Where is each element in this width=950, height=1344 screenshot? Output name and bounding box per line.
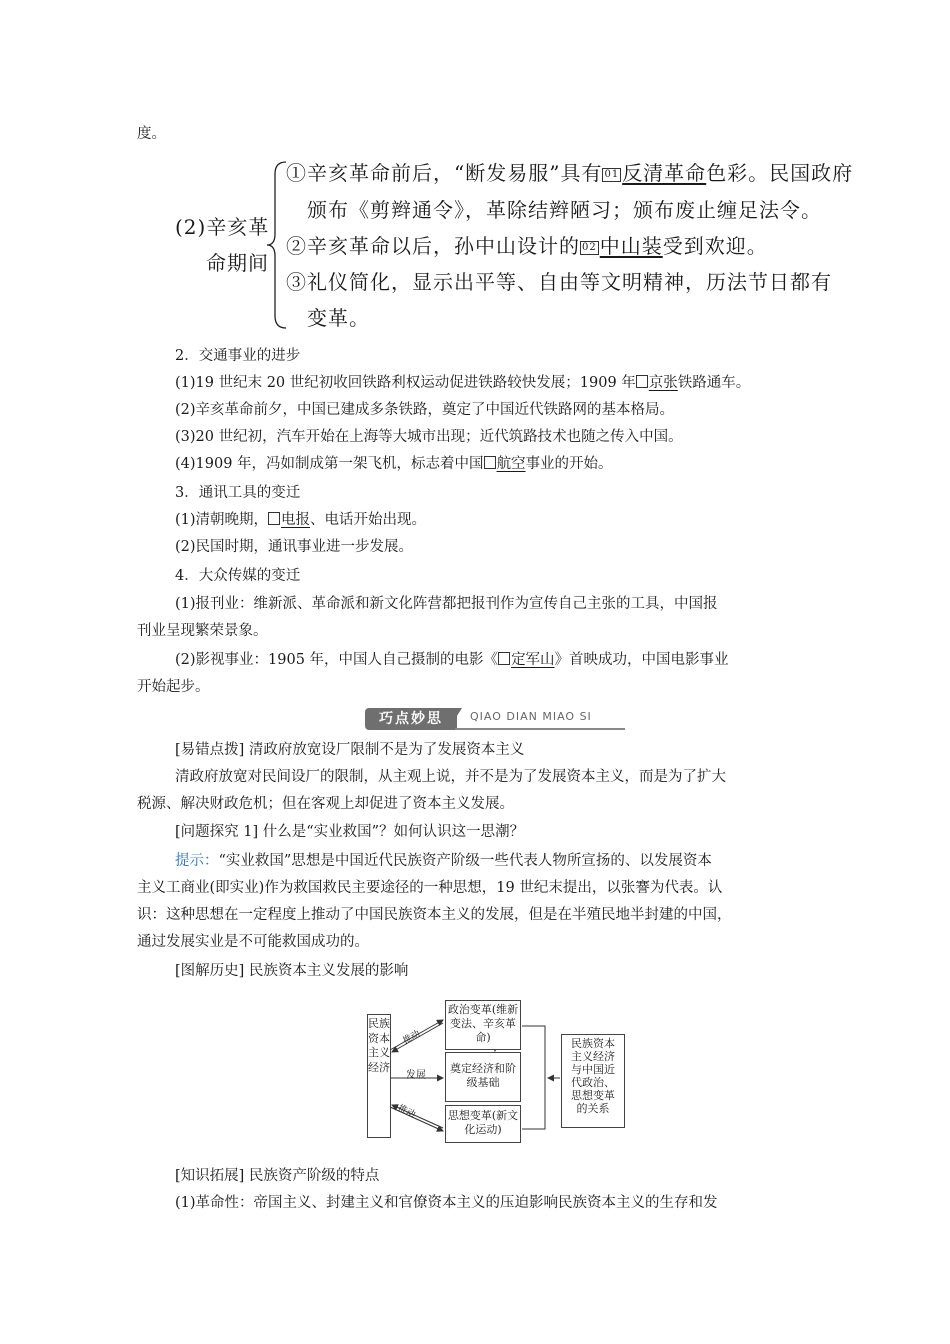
transport-item-2: (2)辛亥革命前夕，中国已建成多条铁路，奠定了中国近代铁路网的基本格局。 (175, 402, 675, 418)
communication-item-1: (1)清朝晚期， 电报、电话开始出现。 (175, 512, 427, 528)
diagram-box-political-reform: 政治变革(维新变法、辛亥革命) (445, 1000, 521, 1050)
transport-item-3: (3)20 世纪初，汽车开始在上海等大城市出现；近代筑路技术也随之传入中国。 (175, 429, 683, 445)
diagram-arrow-label-bottom: 推动 (396, 1103, 417, 1121)
media-item-2-line2: 开始起步。 (137, 679, 210, 695)
transport-item-1: (1)19 世纪末 20 世纪初收回铁路利权运动促进铁路较快发展；1909 年 京张铁路通车。 (175, 375, 751, 391)
diagram-arrow-label-top: 推动 (401, 1029, 423, 1047)
hint-label: 提示： (175, 853, 219, 869)
brace-item-1b: 颁布《剪辫通令》，革除结辫陋习；颁布废止缠足法令。 (307, 198, 822, 222)
blank-box-icon (484, 456, 496, 469)
section-heading-media: 4．大众传媒的变迁 (175, 568, 301, 584)
media-item-2-line1: (2)影视事业：1905 年，中国人自己摄制的电影《 定军山》首映成功，中国电影事业 (175, 652, 729, 668)
answer-line4: 通过发展实业是不可能救国成功的。 (137, 934, 369, 950)
error-tip-line2: 税源、解决财政危机；但在客观上却促进了资本主义发展。 (137, 796, 514, 812)
answer-line1: 提示：“实业救国”思想是中国近代民族资产阶级一些代表人物所宣扬的、以发展资本 (175, 853, 712, 869)
blank-box-icon (268, 512, 280, 525)
blank-number-box: 01 (604, 169, 620, 180)
brace-label-line1: (2)辛亥革 (175, 215, 270, 239)
section-heading-transport: 2．交通事业的进步 (175, 348, 301, 364)
brace-icon (266, 160, 288, 330)
diagram-arrow-label-mid: 发展 (406, 1070, 426, 1081)
answer-line3: 识：这种思想在一定程度上推动了中国民族资本主义的发展，但是在半殖民地半封建的中国， (137, 907, 732, 923)
diagram-box-national-capitalism: 民族资本主义经济 (367, 1014, 391, 1138)
error-tip-line1: 清政府放宽对民间设厂的限制，从主观上说，并不是为了发展资本主义，而是为了扩大 (175, 769, 726, 785)
banner-underline (455, 728, 625, 730)
media-item-1-line1: (1)报刊业：维新派、革命派和新文化阵营都把报刊作为宣传自己主张的工具，中国报 (175, 596, 718, 612)
banner-pinyin: QIAO DIAN MIAO SI (470, 710, 592, 723)
brace-item-1a: ①辛亥革命前后，“断发易服”具有 01 反清革命色彩。民国政府 (286, 161, 854, 185)
media-item-1-line2: 刊业呈现繁荣景象。 (137, 623, 268, 639)
blank-number-box: 02 (582, 242, 597, 253)
knowledge-item-1: (1)革命性：帝国主义、封建主义和官僚资本主义的压迫影响民族资本主义的生存和发 (175, 1195, 718, 1211)
brace-item-3b: 变革。 (307, 306, 370, 330)
section-banner: 巧点妙思 (365, 708, 457, 730)
transport-item-4: (4)1909 年，冯如制成第一架飞机，标志着中国 航空事业的开始。 (175, 456, 613, 472)
question-heading: [问题探究 1] 什么是“实业救国”？如何认识这一思潮？ (175, 824, 525, 840)
paragraph-end: 度。 (137, 126, 166, 142)
diagram-box-economic-foundation: 奠定经济和阶级基础 (445, 1052, 521, 1102)
brace-item-3a: ③礼仪简化，显示出平等、自由等文明精神，历法节日都有 (286, 270, 832, 294)
error-tip-heading: [易错点拨] 清政府放宽设厂限制不是为了发展资本主义 (175, 742, 525, 758)
knowledge-heading: [知识拓展] 民族资产阶级的特点 (175, 1168, 380, 1184)
section-heading-communication: 3．通讯工具的变迁 (175, 485, 301, 501)
answer-line2: 主义工商业(即实业)作为救国救民主要途径的一种思想，19 世纪末提出，以张謇为代表。认 (137, 880, 723, 896)
blank-box-icon (636, 375, 648, 388)
diagram-box-ideological-reform: 思想变革(新文化运动) (445, 1105, 521, 1143)
communication-item-2: (2)民国时期，通讯事业进一步发展。 (175, 539, 414, 555)
diagram-heading: [图解历史] 民族资本主义发展的影响 (175, 963, 409, 979)
diagram-box-relationship: 民族资本主义经济与中国近代政治、思想变革的关系 (561, 1034, 625, 1128)
brace-label-line2: 命期间 (206, 251, 269, 275)
blank-box-icon (498, 652, 510, 665)
brace-item-2: ②辛亥革命以后，孙中山设计的 02 中山装受到欢迎。 (286, 234, 768, 258)
